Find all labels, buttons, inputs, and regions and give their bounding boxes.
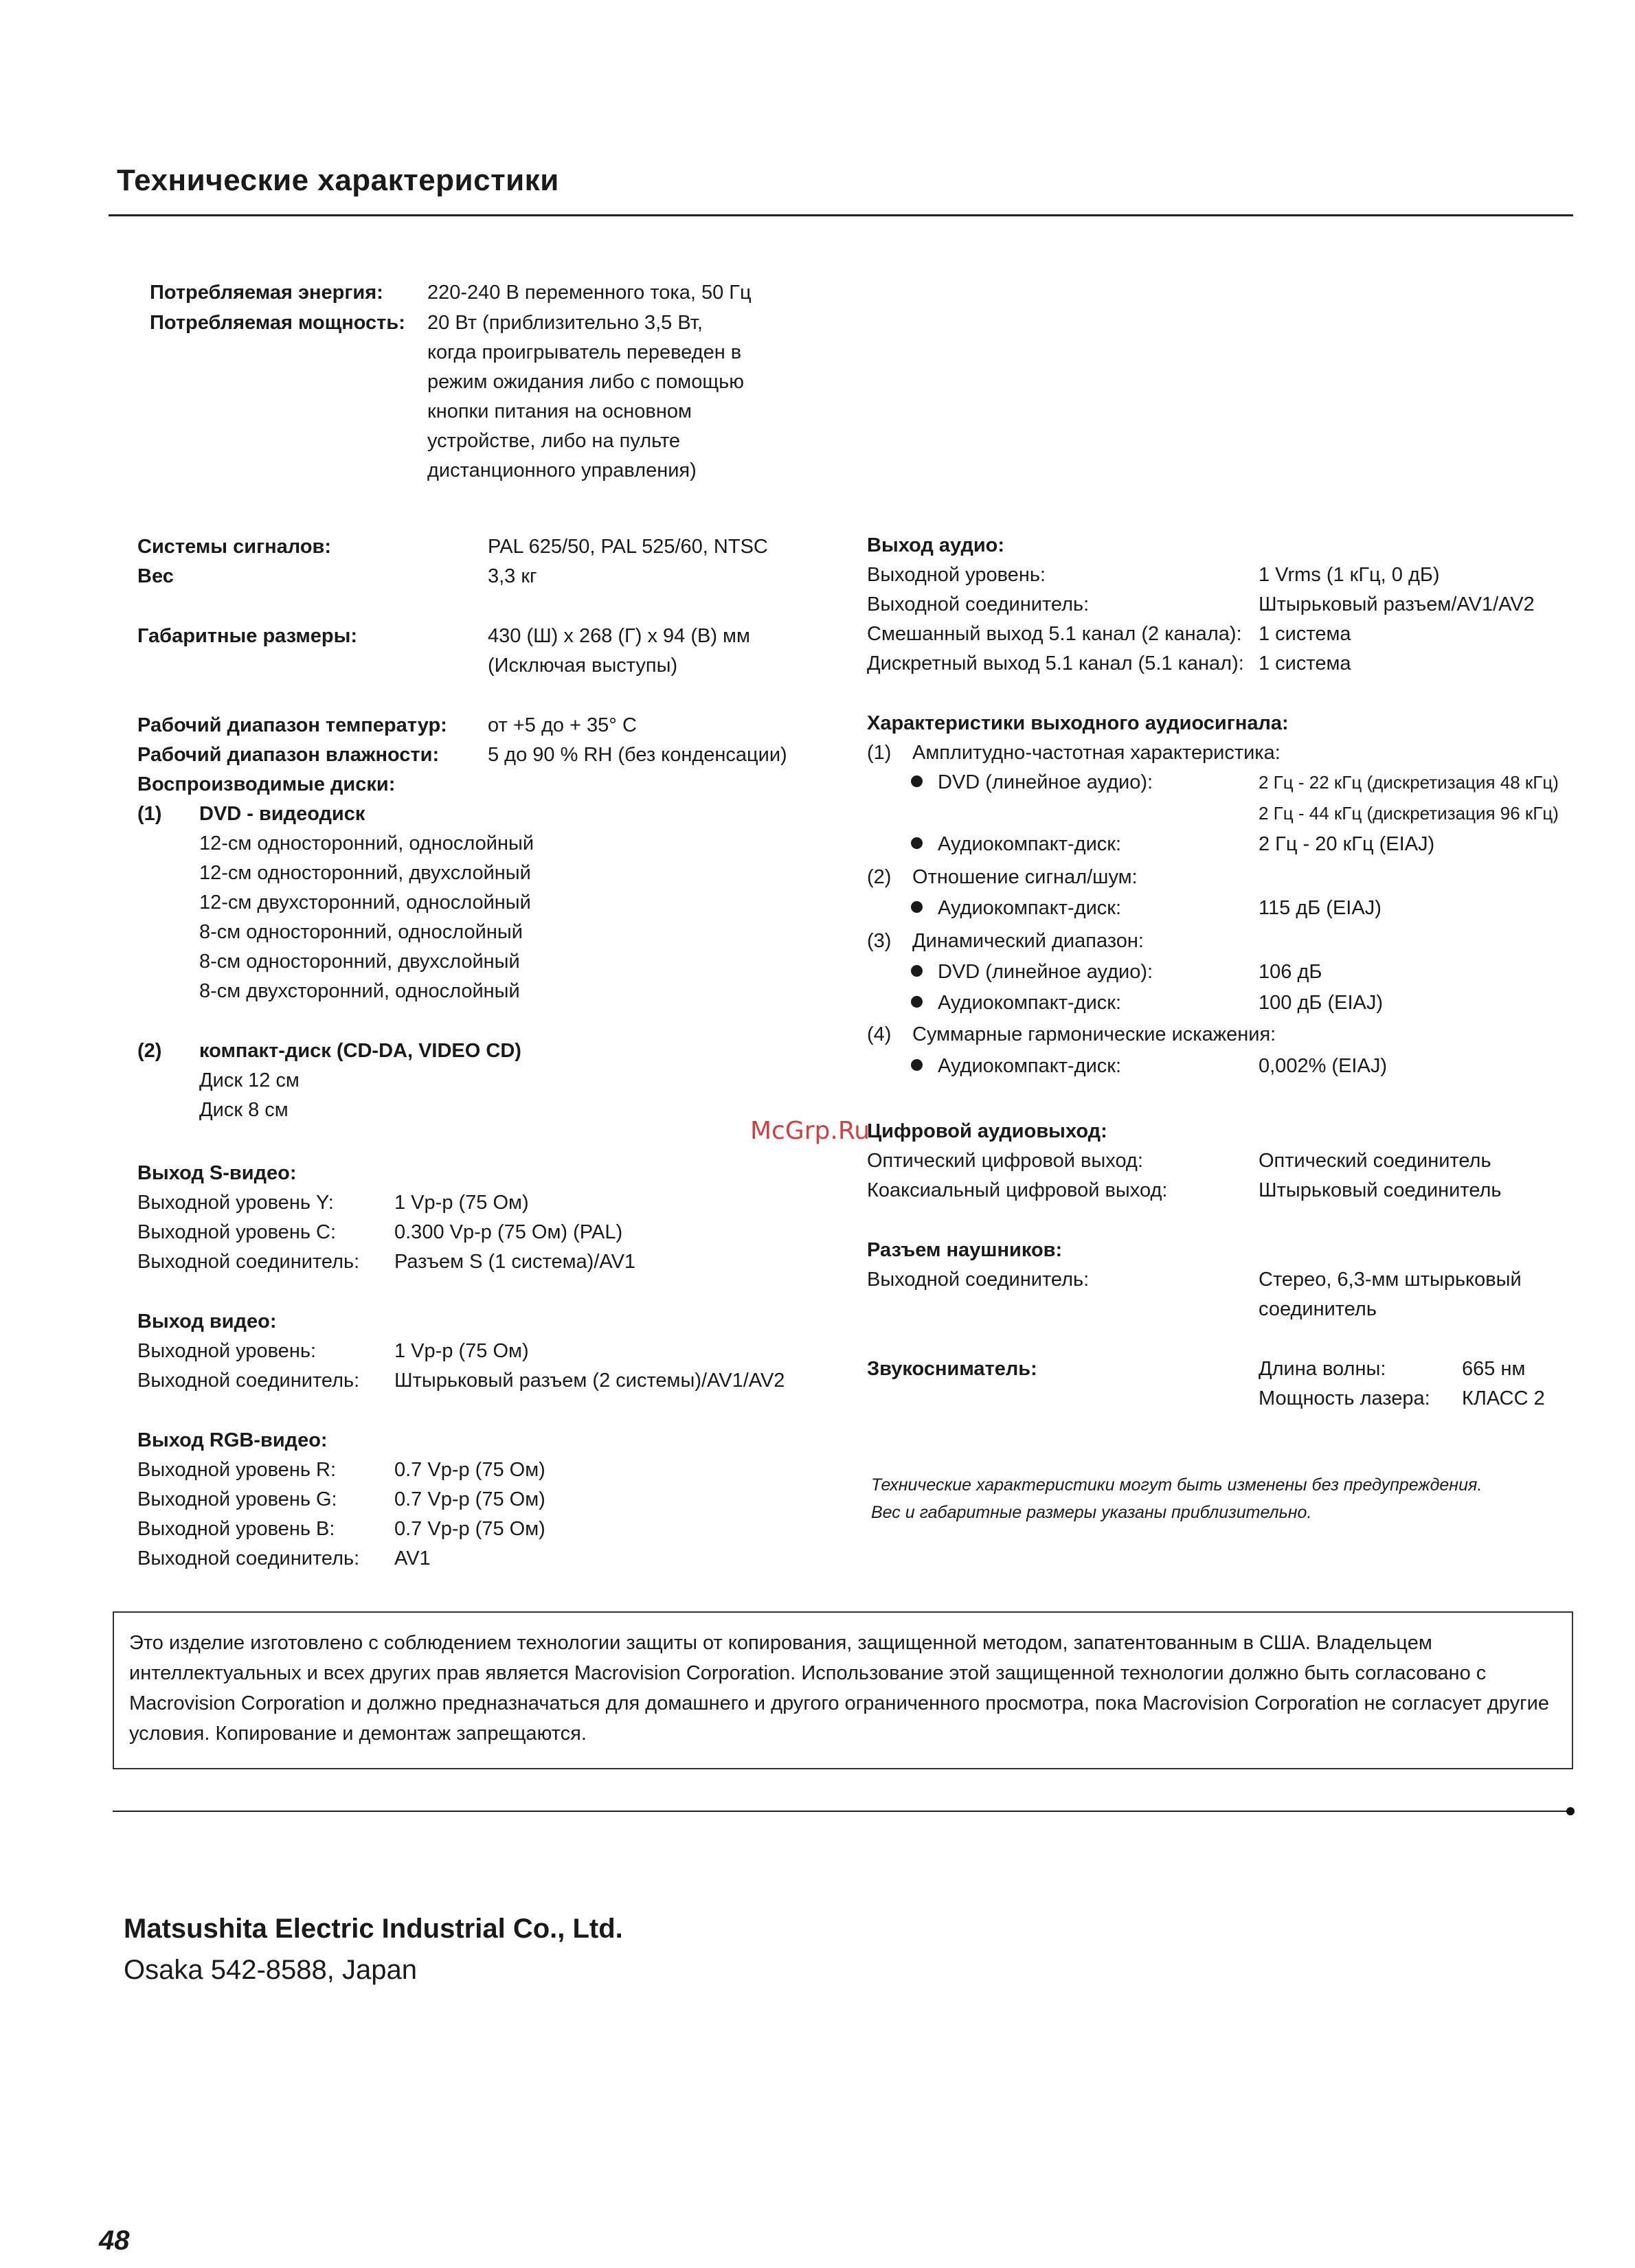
pickup-power-label: Мощность лазера:: [1259, 1387, 1430, 1409]
snr-cd-row: [911, 893, 1121, 923]
dyn-label: Динамический диапазон:: [912, 930, 1144, 952]
video-row-value: 1 Vp-p (75 Ом): [394, 1340, 529, 1362]
footer-rule: [113, 1811, 1569, 1812]
freq-number: (1): [867, 742, 892, 764]
digital-row-value: Оптический соединитель: [1259, 1150, 1491, 1172]
thd-cd-row: [911, 1051, 1121, 1081]
video-row-label: Выходной соединитель:: [137, 1370, 360, 1392]
bullet-icon: [911, 901, 923, 913]
thd-cd-value: 0,002% (EIAJ): [1259, 1055, 1387, 1077]
power-consumption-line: когда проигрыватель переведен в: [427, 341, 742, 363]
temp-label: Рабочий диапазон температур:: [137, 714, 447, 736]
headphones-label: Выходной соединитель:: [867, 1269, 1090, 1291]
video-row-label: Выходной уровень:: [137, 1340, 316, 1362]
power-supply-value: 220-240 В переменного тока, 50 Гц: [427, 282, 752, 304]
video-heading: Выход видео:: [137, 1311, 277, 1333]
audio-out-row-label: Выходной уровень:: [867, 564, 1046, 586]
watermark: McGrp.Ru: [750, 1117, 870, 1145]
svideo-row-value: 1 Vp-p (75 Ом): [394, 1192, 529, 1214]
audio-out-row-value: Штырьковый разъем/AV1/AV2: [1259, 593, 1535, 615]
freq-cd-label: Аудиокомпакт-диск:: [938, 833, 1122, 855]
signal-label: Системы сигналов:: [137, 536, 332, 558]
headphones-value: Стерео, 6,3-мм штырьковый: [1259, 1269, 1522, 1291]
digital-row-value: Штырьковый соединитель: [1259, 1179, 1502, 1201]
power-consumption-line: режим ожидания либо с помощью: [427, 371, 745, 393]
pickup-heading: Звукосниматель:: [867, 1358, 1037, 1380]
dvd-item: 8-см односторонний, однослойный: [199, 921, 523, 943]
pickup-power-value: КЛАСС 2: [1462, 1387, 1545, 1409]
disclaimer-line: Вес и габаритные размеры указаны приблизительно.: [871, 1503, 1312, 1522]
weight-value: 3,3 кг: [488, 565, 537, 587]
title-rule: [109, 214, 1573, 216]
cd-label: компакт-диск (CD-DA, VIDEO CD): [199, 1040, 521, 1062]
weight-label: Вес: [137, 565, 174, 587]
freq-cd-row: [911, 829, 1121, 859]
bullet-icon: [911, 996, 923, 1008]
snr-number: (2): [867, 866, 892, 888]
cd-item: Диск 12 см: [199, 1069, 300, 1091]
rgb-row-value: 0.7 Vp-p (75 Ом): [394, 1459, 545, 1481]
thd-cd-label: Аудиокомпакт-диск:: [938, 1055, 1122, 1077]
thd-number: (4): [867, 1023, 892, 1045]
audio-out-row-label: Дискретный выход 5.1 канал (5.1 канал):: [867, 653, 1244, 674]
power-consumption-line: дистанционного управления): [427, 460, 697, 481]
headphones-value: соединитель: [1259, 1298, 1377, 1320]
bullet-icon: [911, 837, 923, 849]
humidity-label: Рабочий диапазон влажности:: [137, 744, 440, 766]
temp-value: от +5 до + 35° С: [488, 714, 637, 736]
dyn-dvd-row: [911, 957, 1153, 987]
freq-dvd-value: 2 Гц - 22 кГц (дискретизация 48 кГц): [1259, 772, 1559, 793]
svideo-row-value: Разъем S (1 система)/AV1: [394, 1251, 636, 1273]
rgb-row-label: Выходной уровень R:: [137, 1459, 336, 1481]
rgb-row-value: AV1: [394, 1547, 431, 1569]
svideo-row-label: Выходной соединитель:: [137, 1251, 360, 1273]
video-row-value: Штырьковый разъем (2 системы)/AV1/AV2: [394, 1370, 785, 1392]
power-consumption-line: 20 Вт (приблизительно 3,5 Вт,: [427, 312, 703, 334]
freq-label: Амплитудно-частотная характеристика:: [912, 742, 1281, 764]
snr-label: Отношение сигнал/шум:: [912, 866, 1138, 888]
bullet-icon: [911, 1059, 923, 1071]
power-consumption-line: устройстве, либо на пульте: [427, 430, 681, 452]
svideo-row-value: 0.300 Vp-p (75 Ом) (PAL): [394, 1221, 623, 1243]
rgb-row-value: 0.7 Vp-p (75 Ом): [394, 1488, 545, 1510]
dyn-cd-row: [911, 988, 1121, 1018]
dims-note: (Исключая выступы): [488, 655, 678, 677]
pickup-wave-value: 665 нм: [1462, 1358, 1526, 1380]
dvd-item: 8-см двухсторонний, однослойный: [199, 980, 520, 1002]
digital-row-label: Коаксиальный цифровой выход:: [867, 1179, 1168, 1201]
audio-char-heading: Характеристики выходного аудиосигнала:: [867, 712, 1289, 734]
svideo-row-label: Выходной уровень Y:: [137, 1192, 334, 1214]
dvd-label: DVD - видеодиск: [199, 803, 365, 825]
bullet-icon: [911, 965, 923, 977]
rule-end-dot: [1566, 1807, 1575, 1815]
dyn-cd-value: 100 дБ (EIAJ): [1259, 992, 1384, 1014]
freq-dvd-row: [911, 767, 1153, 797]
dims-value: 430 (Ш) x 268 (Г) x 94 (В) мм: [488, 625, 750, 647]
dvd-item: 12-см односторонний, однослойный: [199, 832, 534, 854]
cd-number: (2): [137, 1040, 162, 1062]
snr-cd-value: 115 дБ (EIAJ): [1259, 897, 1382, 919]
rgb-row-value: 0.7 Vp-p (75 Ом): [394, 1518, 545, 1540]
rgb-heading: Выход RGB-видео:: [137, 1429, 328, 1451]
dvd-number: (1): [137, 803, 162, 825]
freq-dvd-value: 2 Гц - 44 кГц (дискретизация 96 кГц): [1259, 803, 1559, 824]
pickup-wave-label: Длина волны:: [1259, 1358, 1386, 1380]
audio-out-row-value: 1 Vrms (1 кГц, 0 дБ): [1259, 564, 1440, 586]
company-name: Matsushita Electric Industrial Co., Ltd.: [124, 1914, 623, 1944]
svideo-heading: Выход S-видео:: [137, 1162, 297, 1184]
company-address: Osaka 542-8588, Japan: [124, 1955, 417, 1985]
digital-heading: Цифровой аудиовыход:: [867, 1120, 1107, 1142]
dyn-dvd-label: DVD (линейное аудио):: [938, 961, 1153, 983]
audio-out-row-label: Смешанный выход 5.1 канал (2 канала):: [867, 623, 1242, 645]
dyn-cd-label: Аудиокомпакт-диск:: [938, 992, 1122, 1014]
bullet-icon: [911, 775, 923, 787]
power-consumption-line: кнопки питания на основном: [427, 400, 692, 422]
audio-out-row-value: 1 система: [1259, 623, 1351, 645]
rgb-row-label: Выходной уровень G:: [137, 1488, 337, 1510]
svideo-row-label: Выходной уровень C:: [137, 1221, 336, 1243]
power-consumption-label: Потребляемая мощность:: [150, 312, 405, 334]
dvd-item: 12-см односторонний, двухслойный: [199, 862, 531, 884]
humidity-value: 5 до 90 % RH (без конденсации): [488, 744, 787, 766]
digital-row-label: Оптический цифровой выход:: [867, 1150, 1143, 1172]
freq-cd-value: 2 Гц - 20 кГц (EIAJ): [1259, 833, 1435, 855]
dims-label: Габаритные размеры:: [137, 625, 358, 647]
page-number: 48: [99, 2225, 130, 2256]
audio-out-row-label: Выходной соединитель:: [867, 593, 1090, 615]
page-title: Технические характеристики: [117, 163, 559, 197]
freq-dvd-label: DVD (линейное аудио):: [938, 771, 1153, 793]
dyn-dvd-value: 106 дБ: [1259, 961, 1322, 983]
macrovision-notice: Это изделие изготовлено с соблюдением технологии защиты от копирования, защищенной методом, запатентованным в США. Владельцем интеллектуальных и всех других прав является Macrovision Corporation. Использование этой защищенной технологии должно быть согласовано с Macrovision Corporation и должно предназначаться для домашнего и другого ограниченного просмотра, пока Macrovision Corporation не согласует другие условия. Копирование и демонтаж запрещаются.: [113, 1611, 1573, 1769]
power-supply-label: Потребляемая энергия:: [150, 282, 383, 304]
headphones-heading: Разъем наушников:: [867, 1239, 1063, 1261]
cd-item: Диск 8 см: [199, 1099, 289, 1121]
audio-out-row-value: 1 система: [1259, 653, 1351, 674]
rgb-row-label: Выходной уровень B:: [137, 1518, 335, 1540]
dvd-item: 8-см односторонний, двухслойный: [199, 951, 520, 973]
dvd-item: 12-см двухсторонний, однослойный: [199, 892, 531, 914]
audio-out-heading: Выход аудио:: [867, 534, 1005, 556]
signal-value: PAL 625/50, PAL 525/60, NTSC: [488, 536, 768, 558]
dyn-number: (3): [867, 930, 892, 952]
discs-label: Воспроизводимые диски:: [137, 773, 396, 795]
snr-cd-label: Аудиокомпакт-диск:: [938, 897, 1122, 919]
rgb-row-label: Выходной соединитель:: [137, 1547, 360, 1569]
thd-label: Суммарные гармонические искажения:: [912, 1023, 1276, 1045]
disclaimer-line: Технические характеристики могут быть изменены без предупреждения.: [871, 1475, 1482, 1495]
